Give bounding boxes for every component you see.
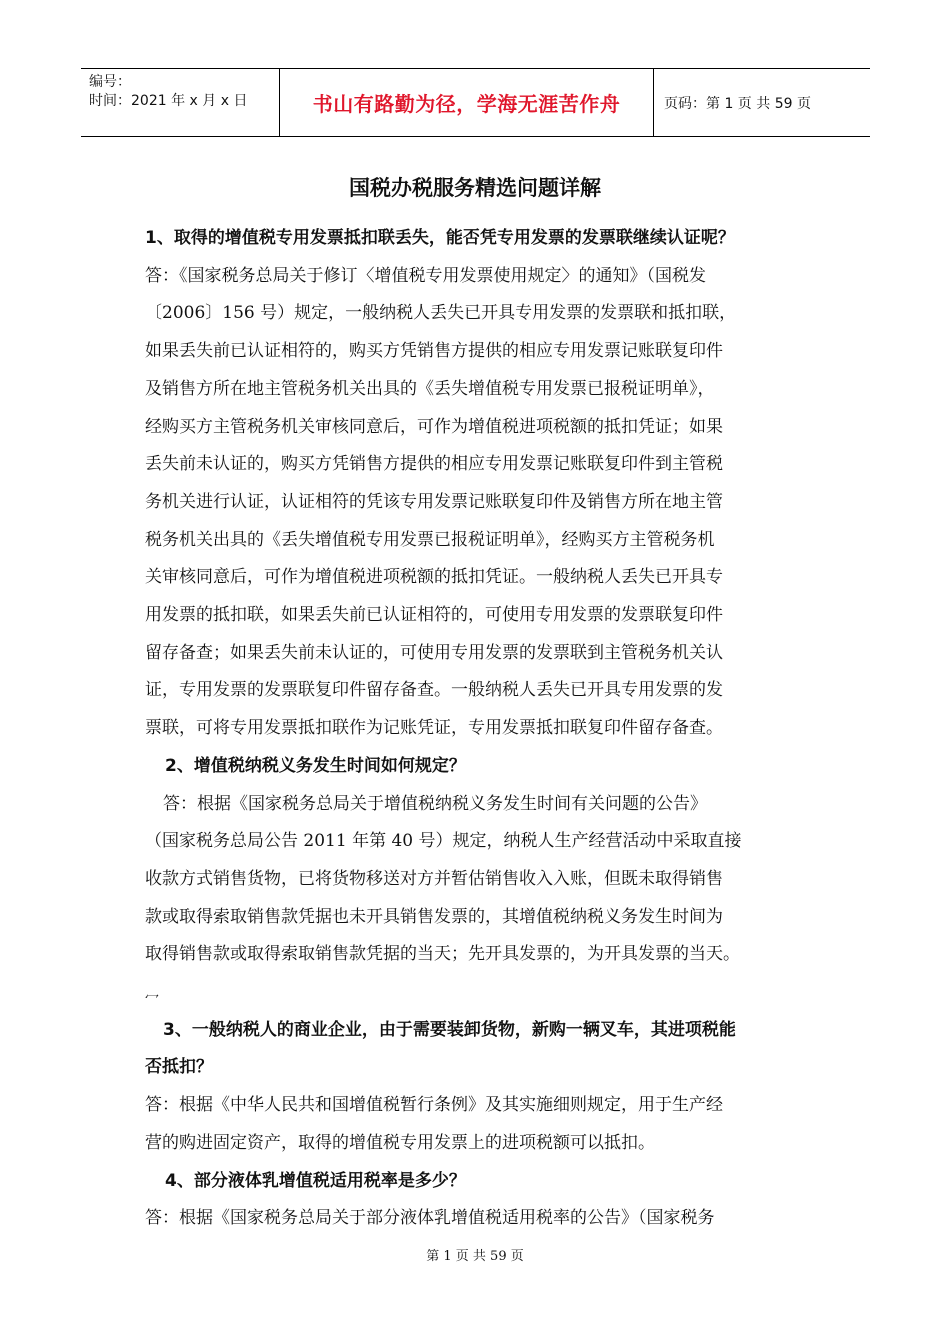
answer-line: 答：根据《国家税务总局关于增值税纳税义务发生时间有关问题的公告》 [163, 793, 707, 814]
question-line: 3、一般纳税人的商业企业，由于需要装卸货物，新购一辆叉车，其进项税能 [163, 1019, 736, 1040]
question-line: 否抵扣？ [145, 1057, 213, 1078]
answer-line: 营的购进固定资产，取得的增值税专用发票上的进项税额可以抵扣。 [145, 1132, 655, 1153]
answer-line: 税务机关出具的《丢失增值税专用发票已报税证明单》，经购买方主管税务机 [145, 529, 715, 550]
answer-line: 答：根据《中华人民共和国增值税暂行条例》及其实施细则规定，用于生产经 [145, 1095, 723, 1116]
page-footer: 第 1 页 共 59 页 [426, 1249, 524, 1264]
header-meta [81, 69, 280, 136]
answer-line: （国家税务总局公告 2011 年第 40 号）规定，纳税人生产经营活动中采取直接 [145, 831, 742, 852]
answer-line: 丢失前未认证的，购买方凭销售方提供的相应专用发票记账联复印件到主管税 [145, 454, 723, 475]
answer-line: 经购买方主管税务机关审核同意后，可作为增值税进项税额的抵扣凭证；如果 [145, 416, 723, 437]
answer-line: 关审核同意后，可作为增值税进项税额的抵扣凭证。一般纳税人丢失已开具专 [145, 567, 723, 588]
stray-mark: 冖 [145, 991, 159, 1008]
header-motto: 书山有路勤为径，学海无涯苦作舟 [280, 69, 654, 136]
date-label: 时间：2021 年 x 月 x 日 [89, 93, 248, 109]
document-title: 国税办税服务精选问题详解 [349, 176, 601, 200]
answer-line: 取得销售款或取得索取销售款凭据的当天；先开具发票的，为开具发票的当天。 [145, 944, 740, 965]
answer-line: 收款方式销售货物，已将货物移送对方并暂估销售收入入账，但既未取得销售 [145, 868, 723, 889]
answer-line: 答：《国家税务总局关于修订〈增值税专用发票使用规定〉的通知》（国税发 [145, 265, 706, 286]
answer-line: 务机关进行认证，认证相符的凭该专用发票记账联复印件及销售方所在地主管 [145, 491, 723, 512]
question-line: 1、取得的增值税专用发票抵扣联丢失，能否凭专用发票的发票联继续认证呢？ [145, 228, 735, 248]
header-page-info: 页码：第 1 页 共 59 页 [664, 95, 811, 112]
question-line: 2、增值税纳税义务发生时间如何规定？ [165, 755, 466, 776]
answer-line: 证，专用发票的发票联复印件留存备查。一般纳税人丢失已开具专用发票的发 [145, 680, 723, 701]
header-table [81, 68, 870, 137]
answer-line: 留存备查；如果丢失前未认证的，可使用专用发票的发票联到主管税务机关认 [145, 642, 723, 663]
number-label: 编号： [89, 74, 131, 90]
answer-line: 用发票的抵扣联，如果丢失前已认证相符的，可使用专用发票的发票联复印件 [145, 605, 723, 626]
answer-line: 如果丢失前已认证相符的，购买方凭销售方提供的相应专用发票记账联复印件 [145, 341, 723, 362]
answer-line: 〔2006〕156 号）规定，一般纳税人丢失已开具专用发票的发票联和抵扣联， [145, 303, 737, 324]
document-body [145, 220, 815, 1238]
answer-line: 答：根据《国家税务总局关于部分液体乳增值税适用税率的公告》（国家税务 [145, 1208, 715, 1229]
answer-line: 及销售方所在地主管税务机关出具的《丢失增值税专用发票已报税证明单》， [145, 378, 715, 399]
question-line: 4、部分液体乳增值税适用税率是多少？ [165, 1170, 466, 1191]
answer-line: 票联，可将专用发票抵扣联作为记账凭证，专用发票抵扣联复印件留存备查。 [145, 718, 723, 739]
answer-line: 款或取得索取销售款凭据也未开具销售发票的，其增值税纳税义务发生时间为 [145, 906, 723, 927]
